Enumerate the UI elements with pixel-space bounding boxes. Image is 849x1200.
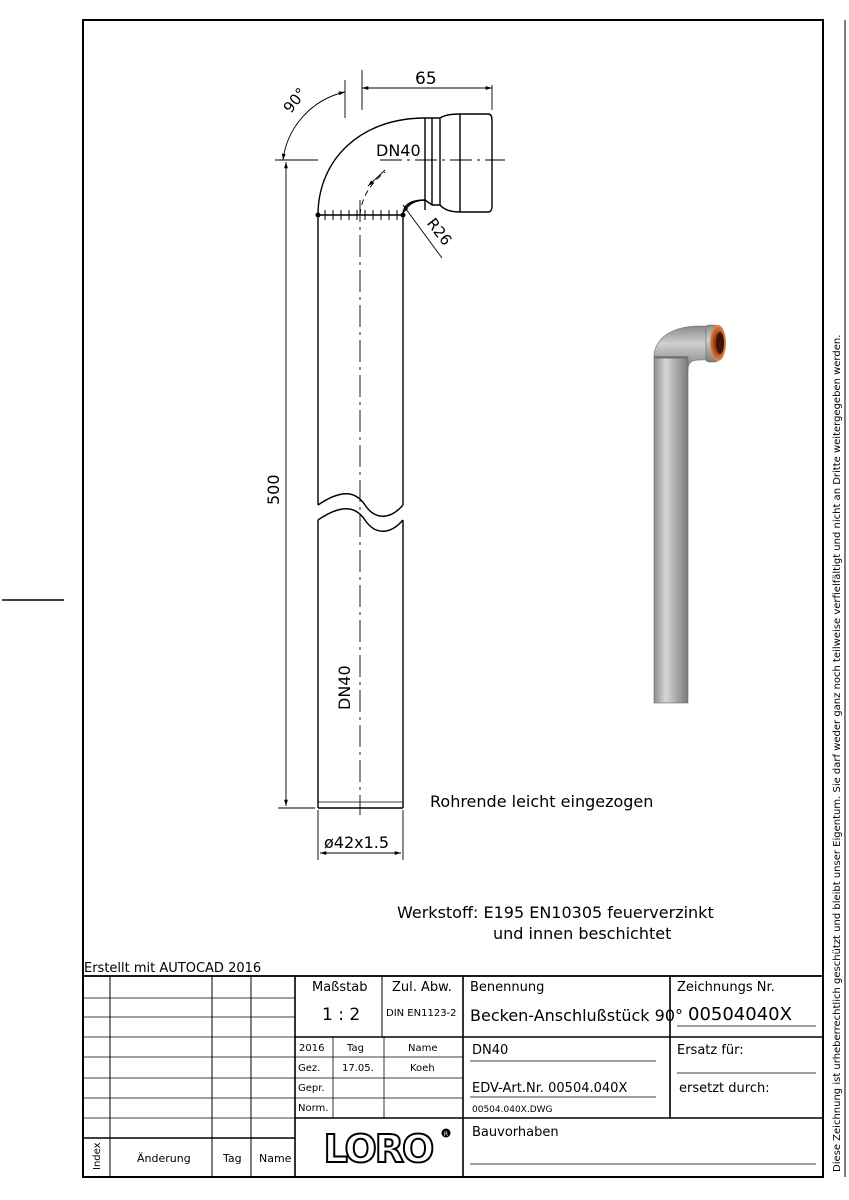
- dwg-file: 00504.040X.DWG: [472, 1105, 553, 1115]
- name-label: Benennung: [470, 980, 545, 995]
- replaced-by-label: ersetzt durch:: [679, 1081, 770, 1096]
- name-col-label: Name: [408, 1043, 438, 1054]
- gez-day: 17.05.: [342, 1063, 374, 1074]
- replaces-label: Ersatz für:: [677, 1043, 744, 1058]
- gepr-label: Gepr.: [298, 1083, 325, 1094]
- day-col-label: Tag: [347, 1043, 364, 1054]
- norm-label: Norm.: [298, 1103, 329, 1114]
- scale-label: Maßstab: [312, 980, 368, 995]
- drawing-no-label: Zeichnungs Nr.: [677, 980, 775, 995]
- note-pipe-end: Rohrende leicht eingezogen: [430, 792, 654, 811]
- dim-radius-label: R26: [423, 214, 456, 249]
- drawing-no-value: 00504040X: [688, 1004, 792, 1025]
- scale-value: 1 : 2: [322, 1005, 361, 1025]
- rev-change-label: Änderung: [137, 1152, 191, 1165]
- edv-label: EDV-Art.Nr. 00504.040X: [472, 1081, 628, 1096]
- dn40-top-label: DN40: [376, 141, 421, 160]
- year-label: 2016: [299, 1043, 325, 1054]
- material-line-2: und innen beschichtet: [493, 924, 672, 943]
- tolerance-value: DIN EN1123-2: [386, 1008, 457, 1019]
- created-with-label: Erstellt mit AUTOCAD 2016: [84, 961, 262, 976]
- project-label: Bauvorhaben: [472, 1125, 559, 1140]
- name-value: Becken-Anschlußstück 90°: [470, 1006, 683, 1025]
- dim-length-label: 500: [264, 474, 283, 505]
- material-line-1: Werkstoff: E195 EN10305 feuerverzinkt: [397, 903, 714, 922]
- gez-label: Gez.: [298, 1063, 321, 1074]
- gez-name: Koeh: [410, 1063, 435, 1074]
- pipe-3d-preview: [654, 325, 726, 703]
- rev-day-label: Tag: [223, 1152, 242, 1165]
- rev-index-label: Index: [92, 1142, 103, 1170]
- dn40-pipe-label: DN40: [335, 665, 354, 710]
- dim-width-label: 65: [415, 69, 437, 89]
- registered-mark-letter: R: [443, 1131, 449, 1138]
- centerlines: [360, 160, 505, 815]
- dim-diameter-label: ø42x1.5: [324, 833, 390, 852]
- dn-value: DN40: [472, 1043, 509, 1058]
- dim-angle-label: 90°: [279, 84, 311, 117]
- rev-name-label: Name: [259, 1152, 292, 1165]
- tolerance-label: Zul. Abw.: [392, 980, 452, 995]
- loro-logo: LORO: [323, 1127, 433, 1171]
- copyright-note: Diese Zeichnung ist urheberrechtlich geschützt und bleibt unser Eigentum. Sie darf weder ganz noch teilweise verfielfältigt und nicht an Dritte weitergegeben werden.: [832, 334, 843, 1172]
